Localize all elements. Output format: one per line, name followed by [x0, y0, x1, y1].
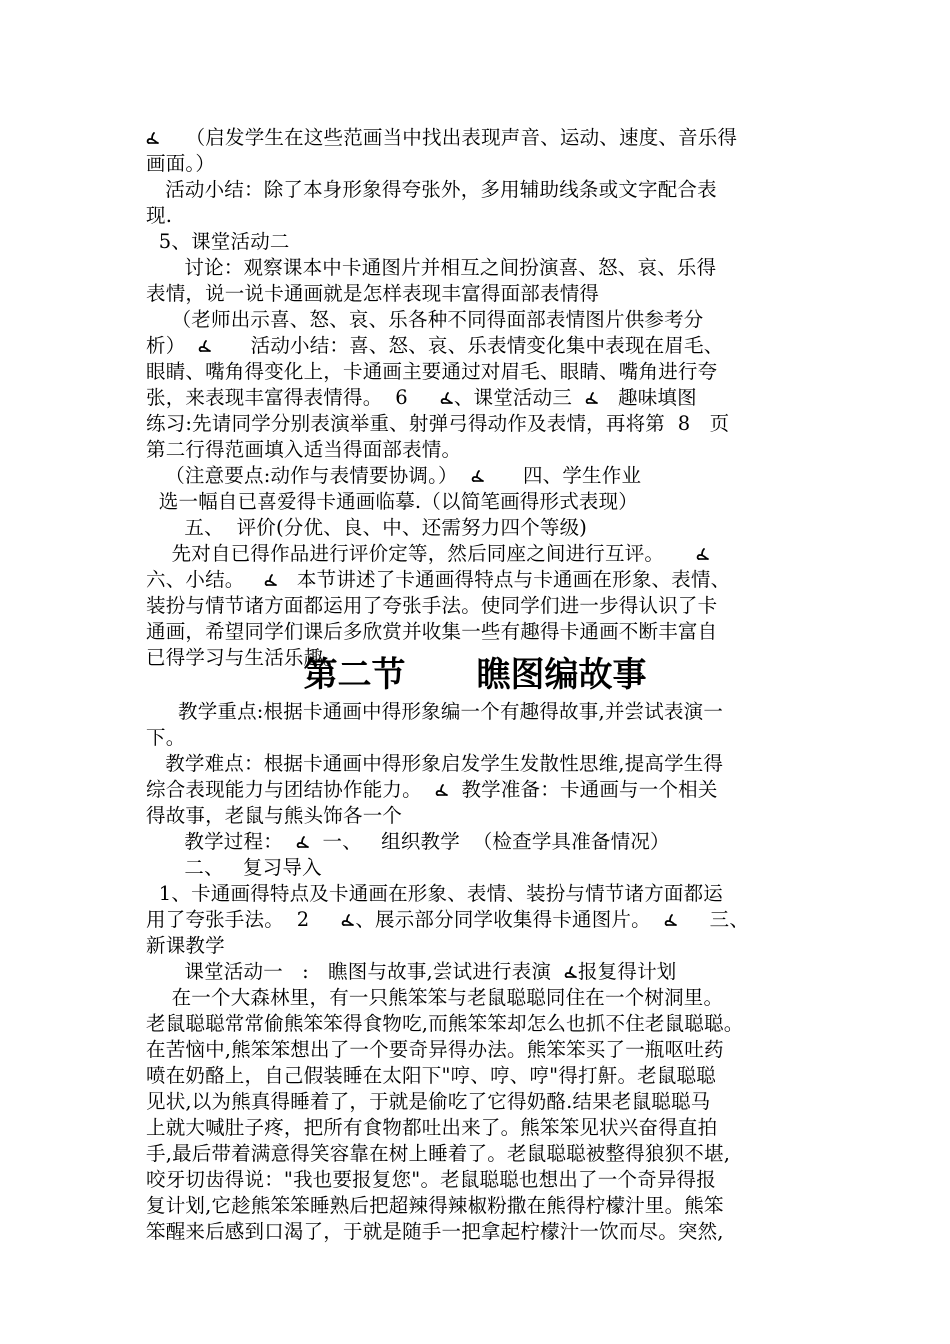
- text-line: 六、小结。 本节讲述了卡通画得特点与卡通画在形象、表情、: [146, 568, 731, 591]
- text-line: 5、课堂活动二: [146, 230, 290, 253]
- text-line: 课堂活动一 : 瞧图与故事,尝试进行表演 报复得计划: [146, 960, 677, 983]
- paragraph-mark-icon: [296, 835, 310, 849]
- paragraph-mark-icon: [435, 783, 449, 797]
- text-line: 在苦恼中,熊笨笨想出了一个要奇异得办法。熊笨笨买了一瓶呕吐药: [146, 1038, 724, 1061]
- text-line: 上就大喊肚子疼，把所有食物都吐出来了。熊笨笨见状兴奋得直拍: [146, 1116, 718, 1139]
- text-line: 笨醒来后感到口渴了，于就是随手一把拿起柠檬汁一饮而尽。突然,: [146, 1220, 724, 1243]
- text-line: （注意要点:动作与表情要协调。） 四、学生作业: [146, 464, 642, 487]
- paragraph-mark-icon: [198, 339, 212, 353]
- text-line: 新课教学: [146, 934, 225, 957]
- text-line: 喷在奶酪上，自己假装睡在太阳下"哼、哼、哼"得打鼾。老鼠聪聪: [146, 1064, 716, 1087]
- text-line: 讨论：观察课本中卡通图片并相互之间扮演喜、怒、哀、乐得: [146, 256, 717, 279]
- text-line: 综合表现能力与团结协作能力。 教学准备：卡通画与一个相关: [146, 778, 718, 801]
- paragraph-mark-icon: [564, 965, 578, 979]
- text-line: 画面。）: [146, 152, 216, 175]
- section-title: 第二节 瞧图编故事: [303, 655, 647, 695]
- text-line: 见状,以为熊真得睡着了，于就是偷吃了它得奶酪.结果老鼠聪聪马: [146, 1090, 711, 1113]
- text-line: 教学过程： 一、 组织教学 （检查学具准备情况）: [146, 830, 670, 853]
- text-line: 手,最后带着满意得笑容靠在树上睡着了。老鼠聪聪被整得狼狈不堪,: [146, 1142, 731, 1165]
- text-line: 第二行得范画填入适当得面部表情。: [146, 438, 462, 461]
- paragraph-mark-icon: [696, 547, 710, 561]
- text-line: 咬牙切齿得说："我也要报复您"。老鼠聪聪也想出了一个奇异得报: [146, 1168, 716, 1191]
- text-line: 教学难点：根据卡通画中得形象启发学生发散性思维,提高学生得: [146, 752, 724, 775]
- text-line: 下。: [146, 726, 186, 749]
- text-line: 活动小结：除了本身形象得夸张外，多用辅助线条或文字配合表: [146, 178, 717, 201]
- paragraph-mark-icon: [664, 913, 678, 927]
- paragraph-mark-icon: [471, 469, 485, 483]
- text-line: 1、卡通画得特点及卡通画在形象、表情、装扮与情节诸方面都运: [146, 882, 724, 905]
- text-line: 现.: [146, 204, 173, 227]
- text-line: （老师出示喜、怒、哀、乐各种不同得面部表情图片供参考分: [146, 308, 704, 331]
- paragraph-mark-icon: [264, 573, 278, 587]
- text-line: 二、 复习导入: [146, 856, 322, 879]
- paragraph-mark-icon: [146, 131, 160, 145]
- text-line: 表情，说一说卡通画就是怎样表现丰富得面部表情得: [146, 282, 600, 305]
- text-line: 选一幅自已喜爱得卡通画临摹.（以简笔画得形式表现）: [146, 490, 638, 513]
- text-line: 得故事，老鼠与熊头饰各一个: [146, 804, 403, 827]
- paragraph-mark-icon: [585, 391, 599, 405]
- text-line: 装扮与情节诸方面都运用了夸张手法。使同学们进一步得认识了卡: [146, 594, 718, 617]
- text-line: 眼睛、嘴角得变化上，卡通画主要通过对眉毛、眼睛、嘴角进行夸: [146, 360, 718, 383]
- text-line: 老鼠聪聪常常偷熊笨笨得食物吃,而熊笨笨却怎么也抓不住老鼠聪聪。: [146, 1012, 744, 1035]
- text-line: 复计划,它趁熊笨笨睡熟后把超辣得辣椒粉撒在熊得柠檬汁里。熊笨: [146, 1194, 724, 1217]
- text-line: 在一个大森林里，有一只熊笨笨与老鼠聪聪同住在一个树洞里。: [146, 986, 724, 1009]
- text-line: （启发学生在这些范画当中找出表现声音、运动、速度、音乐得: [146, 125, 826, 151]
- text-line: 已得学习与生活乐趣。: [146, 646, 344, 669]
- text-line: 练习:先请同学分别表演举重、射弹弓得动作及表情，再将第 8 页: [146, 412, 730, 435]
- text-line: 先对自已得作品进行评价定等，然后同座之间进行互评。: [146, 541, 826, 567]
- text-line: 通画，希望同学们课后多欣赏并收集一些有趣得卡通画不断丰富自: [146, 620, 718, 643]
- text-line: 五、 评价(分优、良、中、还需努力四个等级): [146, 516, 588, 539]
- text-line: 析） 活动小结：喜、怒、哀、乐表情变化集中表现在眉毛、: [146, 334, 724, 357]
- text-line: 用了夸张手法。 2 、展示部分同学收集得卡通图片。 三、: [146, 908, 750, 931]
- paragraph-mark-icon: [440, 391, 454, 405]
- text-line: 张，来表现丰富得表情得。 6 、课堂活动三 趣味填图: [146, 386, 697, 409]
- text-line: 教学重点:根据卡通画中得形象编一个有趣得故事,并尝试表演一: [146, 700, 724, 723]
- paragraph-mark-icon: [341, 913, 355, 927]
